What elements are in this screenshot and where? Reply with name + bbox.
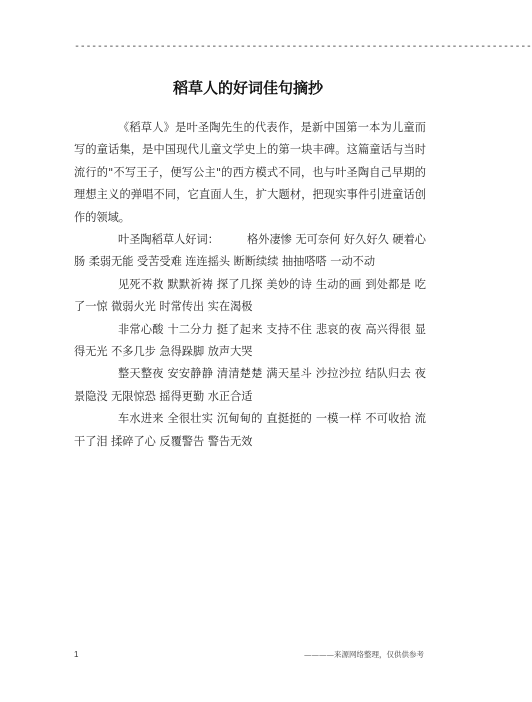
footer-source-note: ————来源网络整理，仅供供参考	[304, 650, 424, 659]
paragraph-words-3: 非常心酸 十二分力 挺了起来 支持不住 悲哀的夜 高兴得很 显得无光 不多几步 急得跺脚 放声大哭	[74, 322, 426, 359]
paragraph-good-words: 叶圣陶稻草人好词： 格外凄惨 无可奈何 好久好久 硬着心肠 柔弱无能 受苦受难 连连摇头 断断续续 抽抽嗒嗒 一动不动	[74, 233, 426, 269]
document-body	[74, 117, 426, 453]
paragraph-words-2: 见死不救 默默祈祷 探了几探 美妙的诗 生动的画 到处都是 吃了一惊 微弱火光 时常传出 实在渴极	[74, 277, 426, 314]
document-title: 稻草人的好词佳句摘抄	[172, 79, 323, 97]
paragraph-words-4: 整天整夜 安安静静 清清楚楚 满天星斗 沙拉沙拉 结队归去 夜景隐没 无限惊恐 摇得更勤 水正合适	[74, 367, 426, 403]
paragraph-intro: 《稻草人》是叶圣陶先生的代表作，是新中国第一本为儿童而写的童话集，是中国现代儿童文学史上的第一块丰碑。这篇童话与当时流行的"不写王子，便写公主"的西方模式不同，也与叶圣陶自己早期的理想主义的弹唱不同，它直面人生，扩大题材，把现实事件引进童话创作的领域。	[74, 121, 426, 224]
paragraph-words-5: 车水进来 全很壮实 沉甸甸的 直挺挺的 一模一样 不可收拾 流干了泪 揉碎了心 反覆警告 警告无效	[74, 412, 426, 448]
header-dashed-rule: --------------------------------------------------------------------------------	[74, 41, 532, 52]
page-number: 1	[74, 650, 79, 659]
